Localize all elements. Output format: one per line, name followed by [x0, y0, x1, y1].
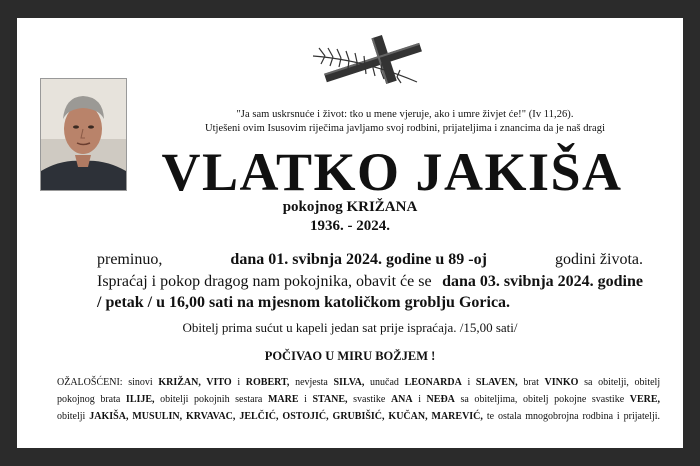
- portrait-image: [41, 79, 126, 190]
- mourners-row-2: [57, 391, 660, 408]
- mourner-name: ROBERT,: [245, 377, 290, 388]
- mourner-name: SLAVEN,: [475, 377, 518, 388]
- death-age-suffix: godini života.: [555, 251, 643, 268]
- mourners-text: brat: [523, 377, 539, 388]
- mourner-name: VINKO: [544, 377, 579, 388]
- mourner-name: ANA: [390, 394, 413, 405]
- announcement-text: Utješeni ovim Isusovim riječima javljamo svoj rodbini, prijateljima i znancima da je naš dragi: [204, 122, 606, 134]
- mourners-row-1: [57, 374, 660, 391]
- mourners-text: i: [304, 394, 307, 405]
- funeral-place: / petak / u 16,00 sati na mjesnom katoličkom groblju Gorica.: [97, 294, 511, 311]
- mourner-name: KRIŽAN, VITO: [158, 377, 232, 388]
- obituary-card: [17, 18, 683, 448]
- mourners-text: obitelji: [57, 411, 86, 422]
- mourners-text: obitelji pokojnih sestara: [160, 394, 263, 405]
- mourners-text: unučad: [370, 377, 399, 388]
- father-name: pokojnog KRIŽANA: [282, 199, 418, 215]
- funeral-place-line: [97, 293, 643, 313]
- mourner-name: SILVA,: [333, 377, 365, 388]
- mourners-label: OŽALOŠĆENI:: [57, 377, 123, 388]
- mourner-name: VERE,: [629, 394, 661, 405]
- mourners-text: sinovi: [128, 377, 153, 388]
- mourners-text: i: [467, 377, 471, 388]
- death-date-line: [97, 250, 643, 270]
- mourner-name: NEĐA: [426, 394, 455, 405]
- death-date: dana 01. svibnja 2024. godine u 89 -oj: [230, 251, 487, 268]
- cross-with-palm-icon: [305, 32, 435, 94]
- mourners-text: sa obitelji, obitelj: [584, 377, 661, 388]
- bible-quote-block: [130, 108, 680, 135]
- mourners-text: i: [237, 377, 241, 388]
- mourner-name: JAKIŠA, MUSULIN, KRVAVAC, JELČIĆ, OSTOJIĆ, GRUBIŠIĆ, KUČAN, MAREVIĆ,: [89, 411, 483, 422]
- life-years: 1936. - 2024.: [310, 218, 390, 234]
- condolence-note: Obitelj prima sućut u kapeli jedan sat prije ispraćaja. /15,00 sati/: [182, 320, 518, 335]
- mourner-name: STANE,: [312, 394, 348, 405]
- funeral-date: dana 03. svibnja 2024. godine: [442, 273, 643, 290]
- mourner-name: MARE: [267, 394, 299, 405]
- mourners-block: [57, 374, 660, 425]
- funeral-line: [97, 272, 643, 292]
- mourners-text: nevjesta: [295, 377, 328, 388]
- deceased-name: VLATKO JAKIŠA: [161, 142, 623, 202]
- death-word: preminuo,: [97, 251, 163, 268]
- mourner-name: ILIJE,: [125, 394, 155, 405]
- mourners-text: i: [418, 394, 421, 405]
- mourners-row-3: [57, 408, 660, 425]
- mourners-text: sa obiteljima, obitelj pokojne svastike: [460, 394, 625, 405]
- deceased-portrait: [40, 78, 127, 191]
- mourners-text: te ostala mnogobrojna rodbina i prijatelji.: [486, 411, 660, 422]
- bible-quote: "Ja sam uskrsnuće i život: tko u mene vjeruje, ako i umre živjet će!" (Iv 11,26).: [236, 109, 574, 120]
- mourners-text: svastike: [353, 394, 386, 405]
- mourner-name: LEONARDA: [404, 377, 462, 388]
- funeral-text: Ispraćaj i pokop dragog nam pokojnika, obavit će se: [97, 273, 432, 290]
- mourners-text: pokojnog brata: [57, 394, 121, 405]
- rest-in-peace: POČIVAO U MIRU BOŽJEM !: [264, 349, 436, 363]
